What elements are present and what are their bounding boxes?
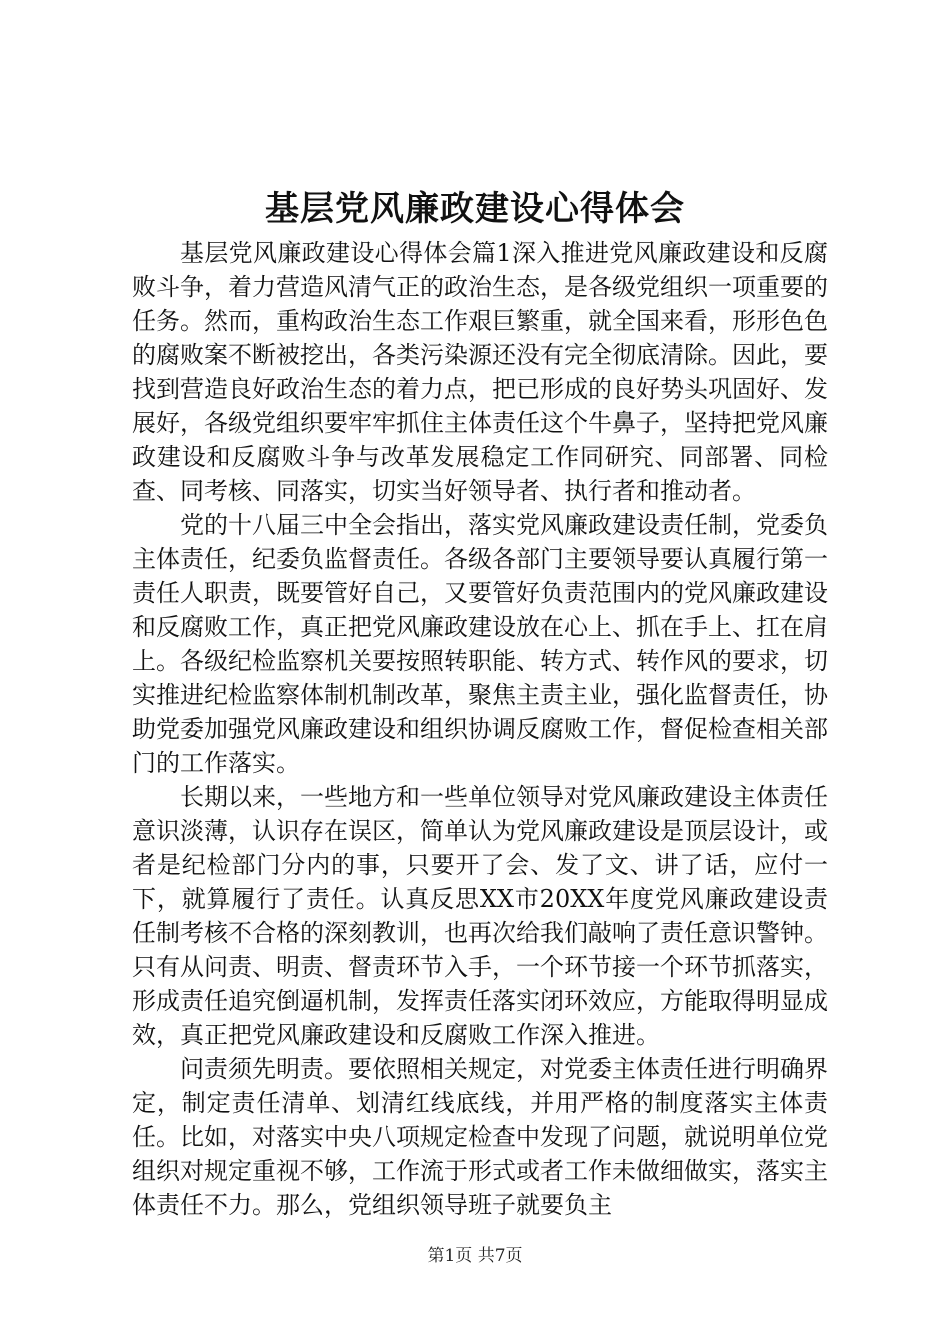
document-title: 基层党风廉政建设心得体会 bbox=[265, 189, 685, 229]
paragraph-3: 长期以来，一些地方和一些单位领导对党风廉政建设主体责任意识淡薄，认识存在误区，简单认为党风廉政建设是顶层设计，或者是纪检部门分内的事，只要开了会、发了文、讲了话，应付一下，就算履行了责任。认真反思XX市20XX年度党风廉政建设责任制考核不合格的深刻教训，也再次给我们敲响了责任意识警钟。只有从问责、明责、督责环节入手，一个环节接一个环节抓落实，形成责任追究倒逼机制，发挥责任落实闭环效应，方能取得明显成效，真正把党风廉政建设和反腐败工作深入推进。 bbox=[132, 783, 828, 1049]
paragraph-1: 基层党风廉政建设心得体会篇1深入推进党风廉政建设和反腐败斗争，着力营造风清气正的政治生态，是各级党组织一项重要的任务。然而，重构政治生态工作艰巨繁重，就全国来看，形形色色的腐败案不断被挖出，各类污染源还没有完全彻底清除。因此，要找到营造良好政治生态的着力点，把已形成的良好势头巩固好、发展好，各级党组织要牢牢抓住主体责任这个牛鼻子，坚持把党风廉政建设和反腐败斗争与改革发展稳定工作同研究、同部署、同检查、同考核、同落实，切实当好领导者、执行者和推动者。 bbox=[132, 239, 828, 505]
paragraph-4: 问责须先明责。要依照相关规定，对党委主体责任进行明确界定，制定责任清单、划清红线底线，并用严格的制度落实主体责任。比如，对落实中央八项规定检查中发现了问题，就说明单位党组织对规定重视不够，工作流于形式或者工作未做细做实，落实主体责任不力。那么，党组织领导班子就要负主 bbox=[132, 1055, 828, 1219]
document-body bbox=[132, 236, 828, 1222]
paragraph-2: 党的十八届三中全会指出，落实党风廉政建设责任制，党委负主体责任，纪委负监督责任。各级各部门主要领导要认真履行第一责任人职责，既要管好自己，又要管好负责范围内的党风廉政建设和反腐败工作，真正把党风廉政建设放在心上、抓在手上、扛在肩上。各级纪检监察机关要按照转职能、转方式、转作风的要求，切实推进纪检监察体制机制改革，聚焦主责主业，强化监督责任，协助党委加强党风廉政建设和组织协调反腐败工作，督促检查相关部门的工作落实。 bbox=[132, 511, 828, 777]
page-number-footer: 第1页 共7页 bbox=[427, 1246, 523, 1266]
